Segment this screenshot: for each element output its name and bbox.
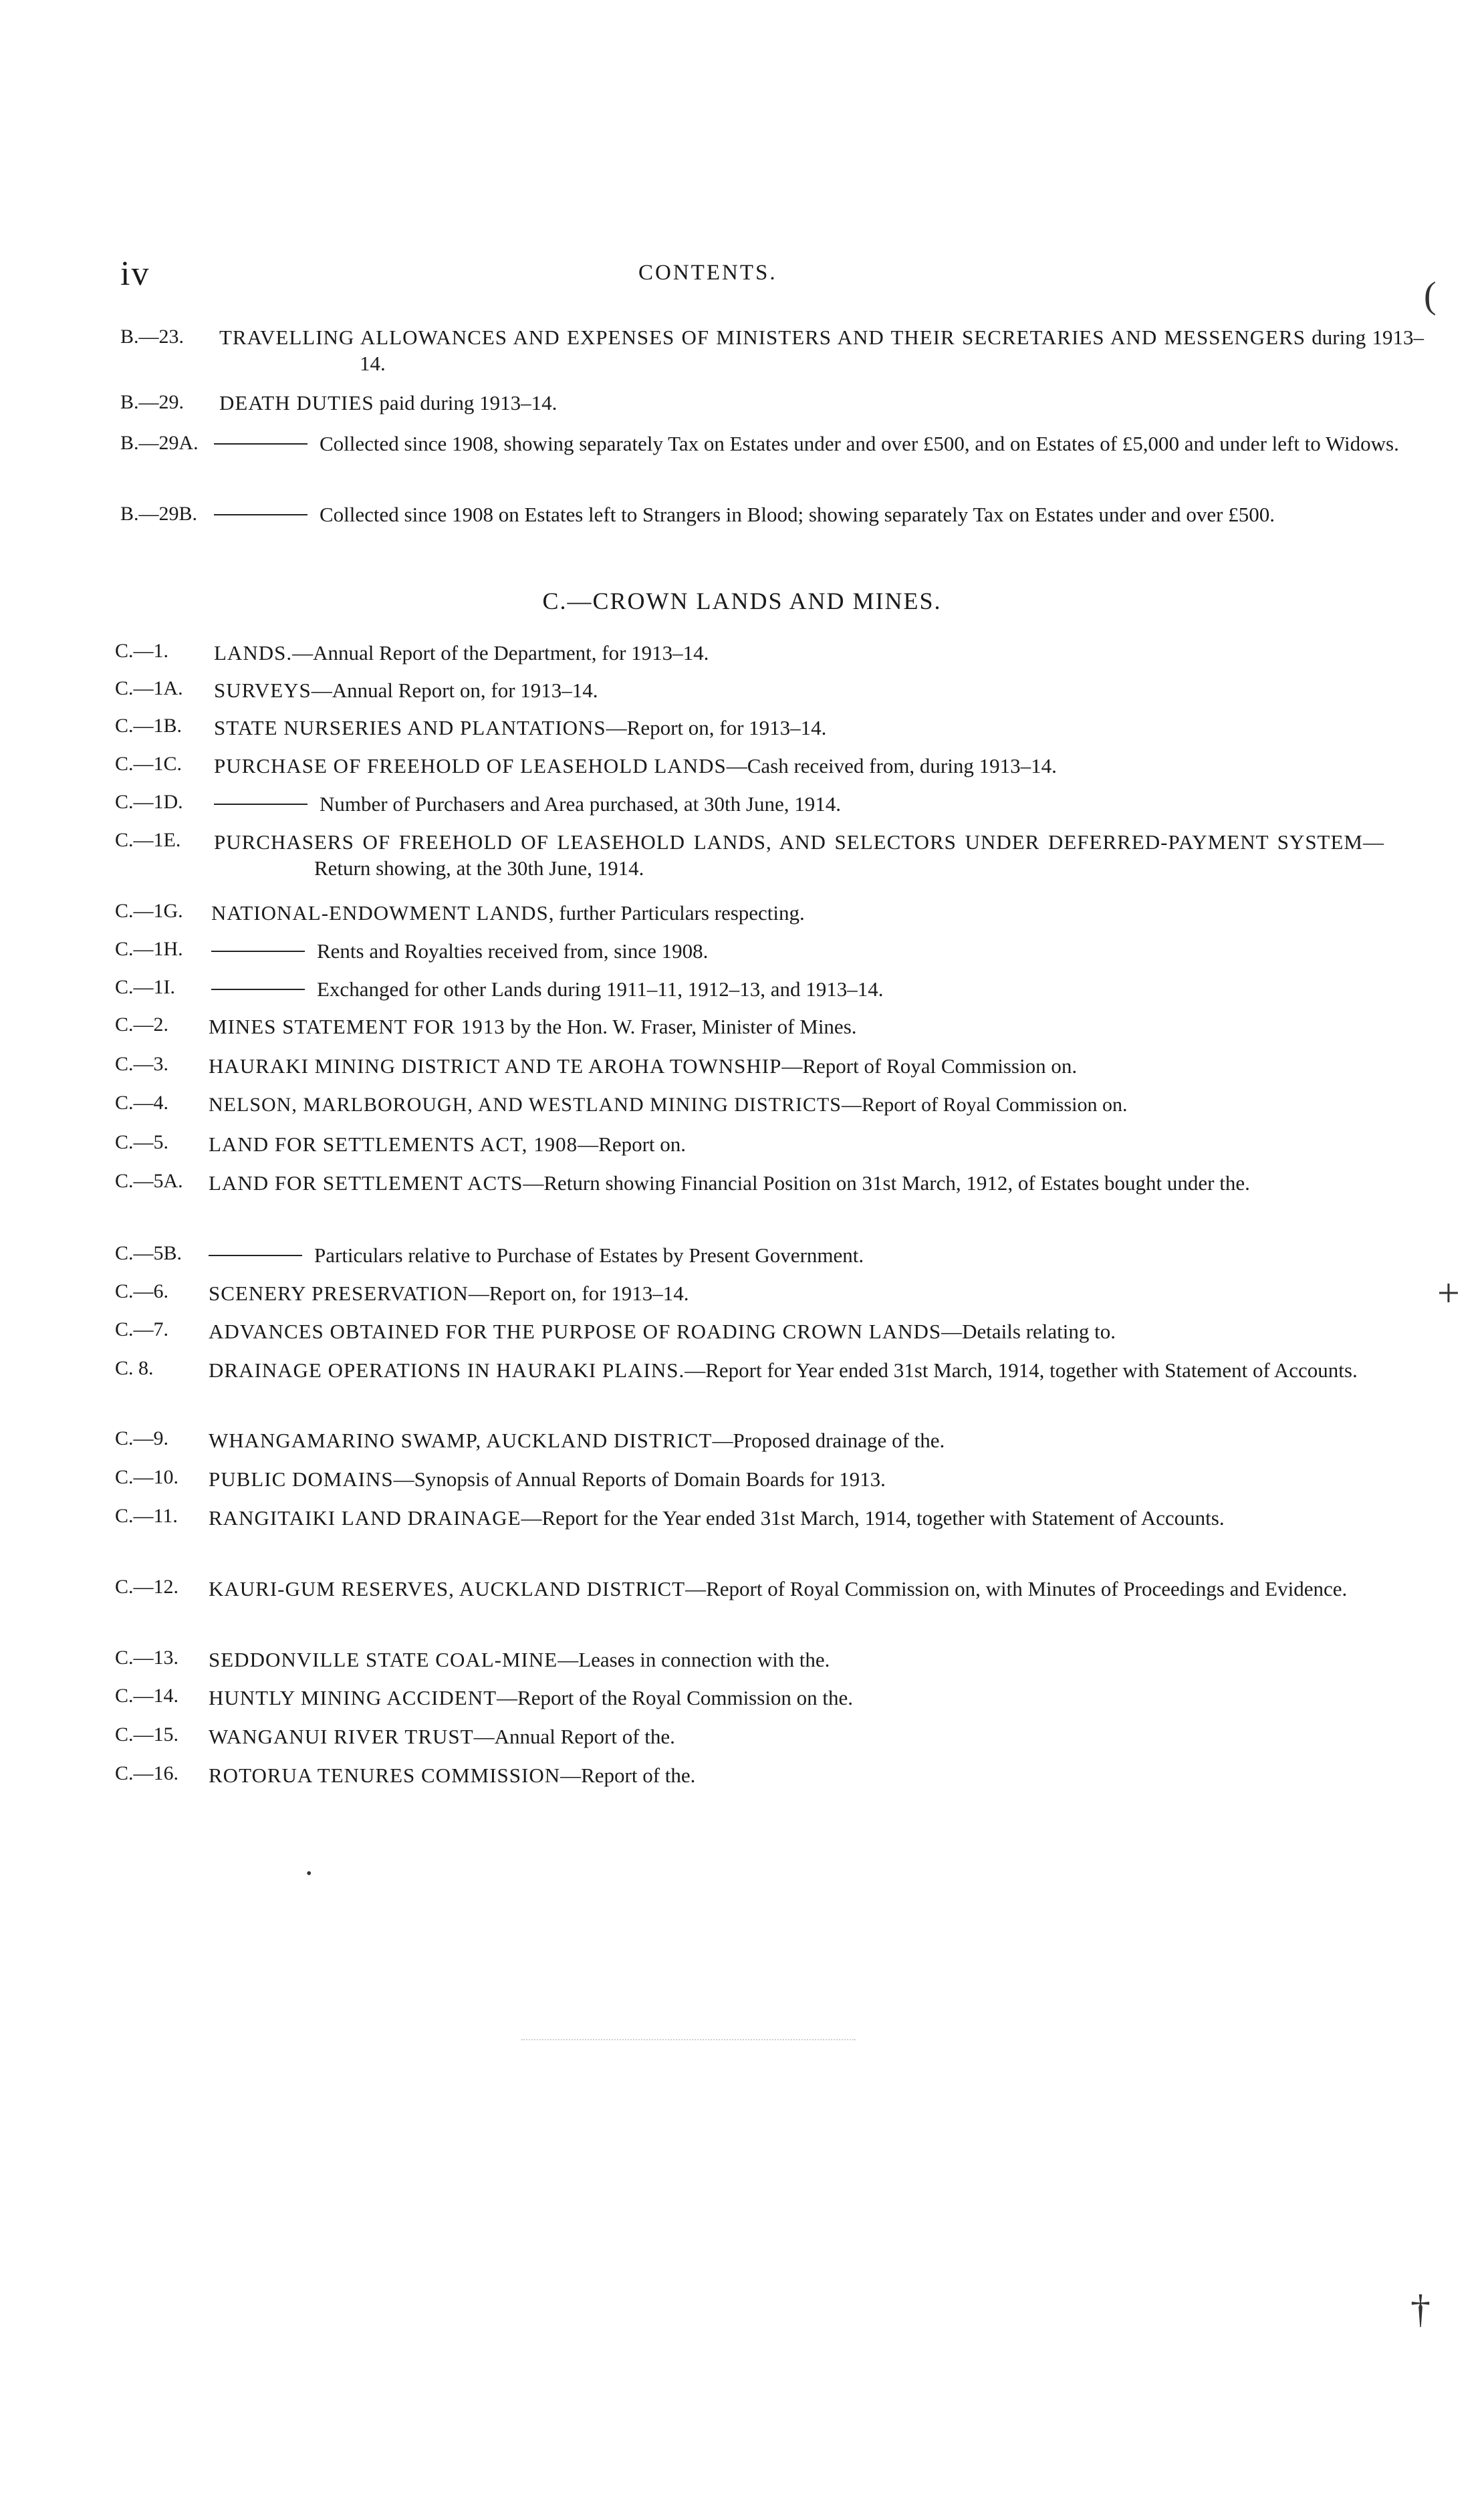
entry-description: —Synopsis of Annual Reports of Domain Boards for 1913. bbox=[393, 1467, 886, 1491]
entry-title: WHANGAMARINO SWAMP, AUCKLAND DISTRICT bbox=[209, 1429, 713, 1452]
ditto-rule bbox=[211, 989, 305, 990]
entry-text bbox=[209, 1427, 1283, 1453]
entry-description: —Details relating to. bbox=[941, 1320, 1116, 1343]
entry-description: , further Particulars respecting. bbox=[548, 901, 805, 925]
entry-title: LANDS. bbox=[214, 641, 293, 665]
margin-mark: † bbox=[1410, 2287, 1431, 2331]
entry-code: C.—10. bbox=[115, 1466, 179, 1488]
entry-title: SEDDONVILLE STATE COAL-MINE bbox=[209, 1648, 558, 1671]
entry-description: —Report of Royal Commission on. bbox=[781, 1054, 1078, 1078]
entry-title: ROTORUA TENURES COMMISSION bbox=[209, 1764, 561, 1787]
entry-code: C.—12. bbox=[115, 1576, 179, 1598]
entry-description: —Report on, for 1913–14. bbox=[468, 1282, 689, 1305]
entry-text bbox=[211, 976, 1283, 1002]
entry-code: C.—1C. bbox=[115, 753, 182, 775]
entry-code: B.—29A. bbox=[120, 432, 199, 454]
entry-title: LAND FOR SETTLEMENT ACTS bbox=[209, 1171, 523, 1195]
entry-code: C.—15. bbox=[115, 1723, 179, 1746]
entry-title: PURCHASERS OF FREEHOLD OF LEASEHOLD LANDS, AND SELECTORS UNDER DEFERRED-PAYMENT SYSTEM bbox=[214, 830, 1363, 854]
entry-title: NATIONAL-ENDOWMENT LANDS bbox=[211, 901, 549, 925]
entry-description: —Proposed drainage of the. bbox=[712, 1429, 945, 1452]
ditto-rule bbox=[214, 514, 307, 515]
entry-description: —Return showing, at the 30th June, 1914. bbox=[314, 830, 1384, 880]
entry-code: C.—1H. bbox=[115, 938, 183, 960]
entry-code: C.—1I. bbox=[115, 976, 175, 998]
entry-code: C.—1A. bbox=[115, 677, 183, 699]
margin-mark: • bbox=[306, 1865, 312, 1883]
entry-title: RANGITAIKI LAND DRAINAGE bbox=[209, 1506, 521, 1530]
entry-code: C.—6. bbox=[115, 1280, 169, 1302]
entry-title: HAURAKI MINING DISTRICT AND TE AROHA TOWNSHIP bbox=[209, 1054, 782, 1078]
entry-code: C.—5A. bbox=[115, 1170, 183, 1192]
entry-text bbox=[209, 1576, 1408, 1602]
entry-description: —Report of Royal Commission on, with Minutes of Proceedings and Evidence. bbox=[685, 1577, 1348, 1600]
ditto-rule bbox=[214, 804, 307, 805]
entry-text bbox=[214, 753, 1283, 779]
margin-mark: ( bbox=[1424, 275, 1437, 316]
entry-description: by the Hon. W. Fraser, Minister of Mines. bbox=[505, 1015, 857, 1038]
entry-text bbox=[209, 1131, 1283, 1157]
entry-code: C.—5. bbox=[115, 1131, 169, 1153]
entry-code: C.—2. bbox=[115, 1013, 169, 1036]
entry-description: —Report for Year ended 31st March, 1914, together with Statement of Accounts. bbox=[685, 1358, 1358, 1382]
entry-title: PURCHASE OF FREEHOLD OF LEASEHOLD LANDS bbox=[214, 754, 727, 777]
entry-description: —Annual Report on, for 1913–14. bbox=[311, 679, 598, 702]
entry-title: NELSON, MARLBOROUGH, AND WESTLAND MINING DISTRICTS bbox=[209, 1094, 842, 1116]
entry-description: —Report on. bbox=[578, 1132, 687, 1156]
entry-text bbox=[209, 1466, 1283, 1492]
ditto-rule bbox=[214, 443, 307, 445]
entry-text bbox=[209, 1357, 1408, 1383]
margin-mark: + bbox=[1437, 1271, 1460, 1315]
entry-code: B.—23. bbox=[120, 326, 184, 348]
entry-description: —Annual Report of the Department, for 1913–14. bbox=[292, 641, 709, 665]
entry-text bbox=[214, 640, 1283, 666]
ditto-rule bbox=[211, 951, 305, 952]
entry-code: C. 8. bbox=[115, 1357, 154, 1379]
faint-rule bbox=[521, 2039, 856, 2043]
entry-title: MINES STATEMENT FOR 1913 bbox=[209, 1015, 505, 1038]
entry-description: Particulars relative to Purchase of Estates by Present Government. bbox=[314, 1243, 864, 1267]
entry-description: —Report of the. bbox=[560, 1764, 696, 1787]
entry-code: C.—13. bbox=[115, 1647, 179, 1669]
entry-description: —Report on, for 1913–14. bbox=[606, 716, 827, 739]
entry-code: C.—14. bbox=[115, 1685, 179, 1707]
entry-code: C.—16. bbox=[115, 1762, 179, 1784]
entry-code: C.—1D. bbox=[115, 791, 183, 813]
entry-text bbox=[209, 1762, 1283, 1788]
entry-text bbox=[209, 1685, 1283, 1711]
entry-text bbox=[209, 1013, 1283, 1040]
entry-text bbox=[219, 390, 1283, 416]
entry-text bbox=[214, 791, 1283, 817]
entry-title: STATE NURSERIES AND PLANTATIONS bbox=[214, 716, 606, 739]
entry-code: B.—29B. bbox=[120, 503, 198, 525]
entry-code: C.—1E. bbox=[115, 829, 181, 851]
entry-text bbox=[214, 501, 1429, 527]
entry-text bbox=[214, 829, 1384, 881]
entry-code: C.—1G. bbox=[115, 900, 183, 922]
entry-text bbox=[209, 1053, 1283, 1079]
entry-title: DRAINAGE OPERATIONS IN HAURAKI PLAINS. bbox=[209, 1358, 685, 1382]
entry-text bbox=[211, 900, 1283, 926]
entry-code: B.—29. bbox=[120, 391, 184, 413]
entry-description: —Cash received from, during 1913–14. bbox=[726, 754, 1057, 777]
entry-title: ADVANCES OBTAINED FOR THE PURPOSE OF ROADING CROWN LANDS bbox=[209, 1320, 942, 1343]
entry-title: KAURI-GUM RESERVES, AUCKLAND DISTRICT bbox=[209, 1577, 686, 1600]
section-heading: C.—CROWN LANDS AND MINES. bbox=[542, 588, 942, 614]
entry-code: C.—1. bbox=[115, 640, 169, 662]
page-header bbox=[120, 254, 1283, 301]
entry-text bbox=[219, 324, 1424, 376]
entry-title: HUNTLY MINING ACCIDENT bbox=[209, 1686, 497, 1709]
entry-code: C.—3. bbox=[115, 1053, 169, 1075]
entry-text bbox=[209, 1170, 1408, 1196]
ditto-rule bbox=[209, 1255, 302, 1256]
entry-code: C.—5B. bbox=[115, 1242, 182, 1264]
entry-text bbox=[209, 1723, 1283, 1750]
entry-text bbox=[214, 715, 1283, 741]
entry-text bbox=[209, 1505, 1408, 1531]
entry-title: SCENERY PRESERVATION bbox=[209, 1282, 469, 1305]
entry-description: Rents and Royalties received from, since 1908. bbox=[317, 939, 709, 963]
entry-code: C.—1B. bbox=[115, 715, 182, 737]
entry-text bbox=[209, 1280, 1283, 1306]
entry-title: LAND FOR SETTLEMENTS ACT, 1908 bbox=[209, 1132, 578, 1156]
entry-description: during 1913–14. bbox=[360, 326, 1425, 375]
entry-code: C.—4. bbox=[115, 1092, 169, 1114]
entry-code: C.—9. bbox=[115, 1427, 169, 1449]
entry-title: DEATH DUTIES bbox=[219, 391, 374, 414]
entry-description: —Report of the Royal Commission on the. bbox=[497, 1686, 854, 1709]
entry-description: —Leases in connection with the. bbox=[558, 1648, 830, 1671]
entry-text bbox=[211, 938, 1283, 964]
entry-description: Collected since 1908 on Estates left to Strangers in Blood; showing separately Tax on Estates under and over £500. bbox=[320, 503, 1275, 526]
entry-text bbox=[214, 677, 1283, 703]
entry-text bbox=[214, 431, 1429, 457]
entry-description: paid during 1913–14. bbox=[374, 391, 558, 414]
entry-description: —Report for the Year ended 31st March, 1914, together with Statement of Accounts. bbox=[521, 1506, 1225, 1530]
entry-text bbox=[209, 1092, 1283, 1118]
entry-description: —Return showing Financial Position on 31st March, 1912, of Estates bought under the. bbox=[523, 1171, 1250, 1195]
entry-description: Number of Purchasers and Area purchased, at 30th June, 1914. bbox=[320, 792, 841, 816]
running-title: CONTENTS. bbox=[638, 261, 777, 285]
entry-code: C.—7. bbox=[115, 1318, 169, 1340]
entry-title: WANGANUI RIVER TRUST bbox=[209, 1725, 474, 1748]
entry-title: PUBLIC DOMAINS bbox=[209, 1467, 394, 1491]
entry-text bbox=[209, 1318, 1283, 1344]
entry-description: —Report of Royal Commission on. bbox=[841, 1094, 1128, 1116]
page-number: iv bbox=[120, 255, 150, 293]
entry-title: SURVEYS bbox=[214, 679, 312, 702]
entry-text bbox=[209, 1242, 1283, 1268]
entry-description: Exchanged for other Lands during 1911–11, 1912–13, and 1913–14. bbox=[317, 977, 884, 1001]
entry-description: —Annual Report of the. bbox=[473, 1725, 675, 1748]
entry-title: TRAVELLING ALLOWANCES AND EXPENSES OF MINISTERS AND THEIR SECRETARIES AND MESSENGERS bbox=[219, 326, 1306, 349]
entry-code: C.—11. bbox=[115, 1505, 178, 1527]
entry-description: Collected since 1908, showing separately Tax on Estates under and over £500, and on Estates of £5,000 and under left to Widows. bbox=[320, 432, 1399, 455]
entry-text bbox=[209, 1647, 1283, 1673]
